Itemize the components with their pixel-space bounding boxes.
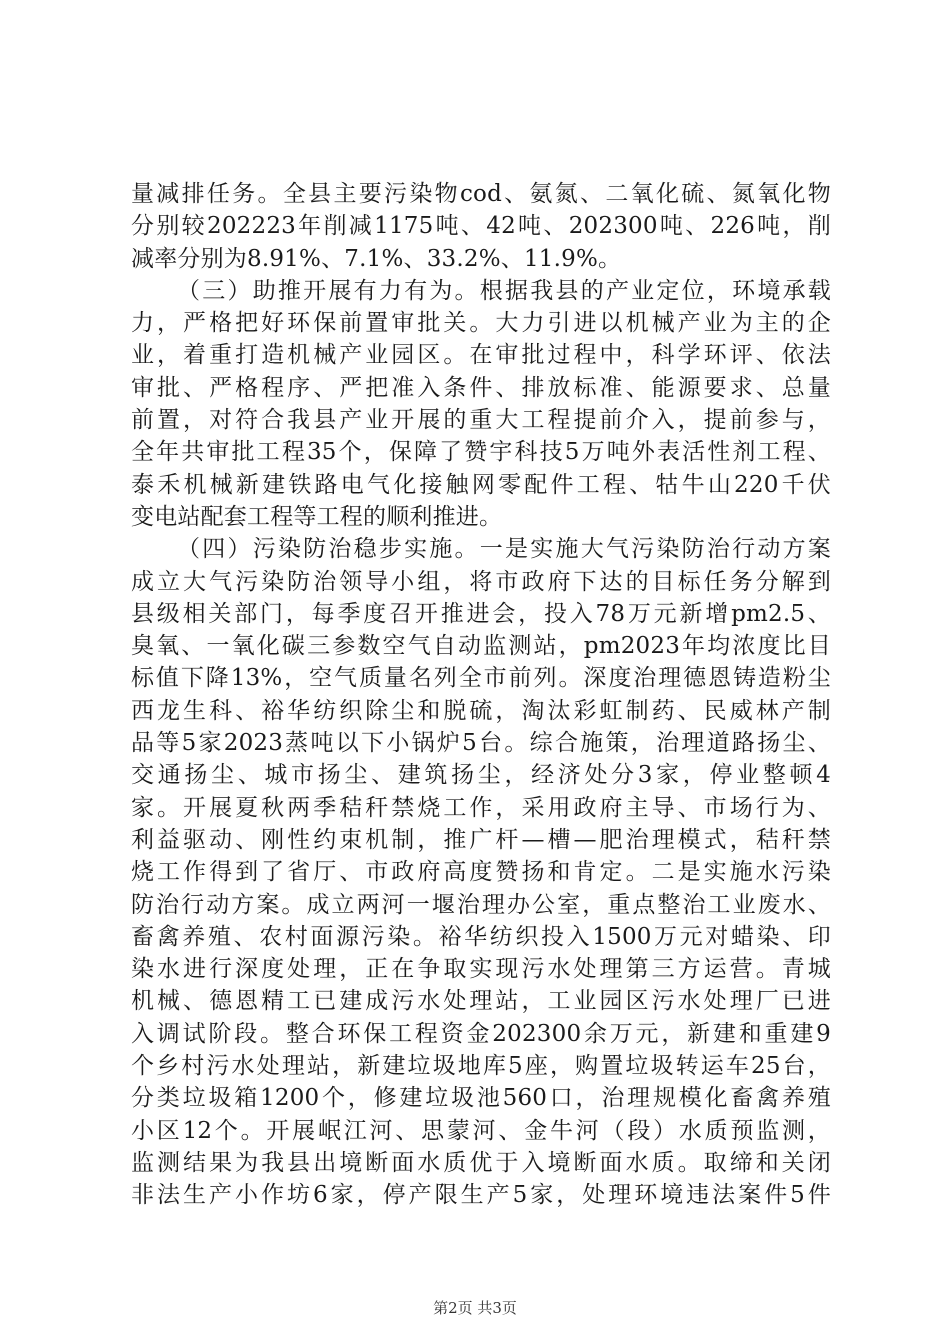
body-text <box>131 178 831 1212</box>
text-line: 西龙生科、裕华纺织除尘和脱硫，淘汰彩虹制药、民威林产制 <box>131 697 831 724</box>
text-line: 泰禾机械新建铁路电气化接触网零配件工程、牯牛山220千伏 <box>131 471 831 498</box>
text-line: 畜禽养殖、农村面源污染。裕华纺织投入1500万元对蜡染、印 <box>131 923 831 950</box>
text-line: 审批、严格程序、严把准入条件、排放标准、能源要求、总量 <box>131 374 831 401</box>
text-line: 利益驱动、刚性约束机制，推广杆—槽—肥治理模式，秸秆禁 <box>131 826 831 853</box>
text-line: 交通扬尘、城市扬尘、建筑扬尘，经济处分3家，停业整顿4 <box>131 762 831 789</box>
text-line: 个乡村污水处理站，新建垃圾地库5座，购置垃圾转运车25台， <box>131 1053 831 1080</box>
text-line: 防治行动方案。成立两河一堰治理办公室，重点整治工业废水、 <box>131 891 831 918</box>
text-line: 分别较202223年削减1175吨、42吨、202300吨、226吨，削 <box>131 213 831 240</box>
text-line: 染水进行深度处理，正在争取实现污水处理第三方运营。青城 <box>131 956 831 983</box>
text-line: 入调试阶段。整合环保工程资金202300余万元，新建和重建9 <box>131 1020 831 1047</box>
text-line: 减率分别为8.91%、7.1%、33.2%、11.9%。 <box>131 245 622 272</box>
text-line: （四）污染防治稳步实施。一是实施大气污染防治行动方案 <box>177 536 831 563</box>
text-line: 非法生产小作坊6家，停产限生产5家，处理环境违法案件5件 <box>131 1182 831 1209</box>
text-line: 小区12个。开展岷江河、思蒙河、金牛河（段）水质预监测， <box>131 1117 831 1144</box>
text-line: 烧工作得到了省厅、市政府高度赞扬和肯定。二是实施水污染 <box>131 859 831 886</box>
text-line: 县级相关部门，每季度召开推进会，投入78万元新增pm2.5、 <box>131 600 831 627</box>
text-line: 标值下降13%，空气质量名列全市前列。深度治理德恩铸造粉尘 <box>131 665 831 692</box>
text-line: 全年共审批工程35个，保障了赞宇科技5万吨外表活性剂工程、 <box>131 439 831 466</box>
text-line: 分类垃圾箱1200个，修建垃圾池560口，治理规模化畜禽养殖 <box>131 1085 831 1112</box>
text-line: 臭氧、一氧化碳三参数空气自动监测站，pm2023年均浓度比目 <box>131 633 831 660</box>
page-footer: 第2页 共3页 <box>433 1299 517 1317</box>
text-line: 品等5家2023蒸吨以下小锅炉5台。综合施策，治理道路扬尘、 <box>131 730 831 757</box>
text-line: 变电站配套工程等工程的顺利推进。 <box>131 503 503 530</box>
text-line: 前置，对符合我县产业开展的重大工程提前介入，提前参与， <box>131 407 831 434</box>
text-line: 机械、德恩精工已建成污水处理站，工业园区污水处理厂已进 <box>131 988 831 1015</box>
text-line: 力，严格把好环保前置审批关。大力引进以机械产业为主的企 <box>131 310 831 337</box>
text-line: 监测结果为我县出境断面水质优于入境断面水质。取缔和关闭 <box>131 1149 831 1176</box>
text-line: 业，着重打造机械产业园区。在审批过程中，科学环评、依法 <box>131 342 831 369</box>
text-line: 家。开展夏秋两季秸秆禁烧工作，采用政府主导、市场行为、 <box>131 794 831 821</box>
text-line: （三）助推开展有力有为。根据我县的产业定位，环境承载 <box>177 277 831 304</box>
text-line: 成立大气污染防治领导小组，将市政府下达的目标任务分解到 <box>131 568 831 595</box>
text-line: 量减排任务。全县主要污染物cod、氨氮、二氧化硫、氮氧化物 <box>131 181 831 207</box>
